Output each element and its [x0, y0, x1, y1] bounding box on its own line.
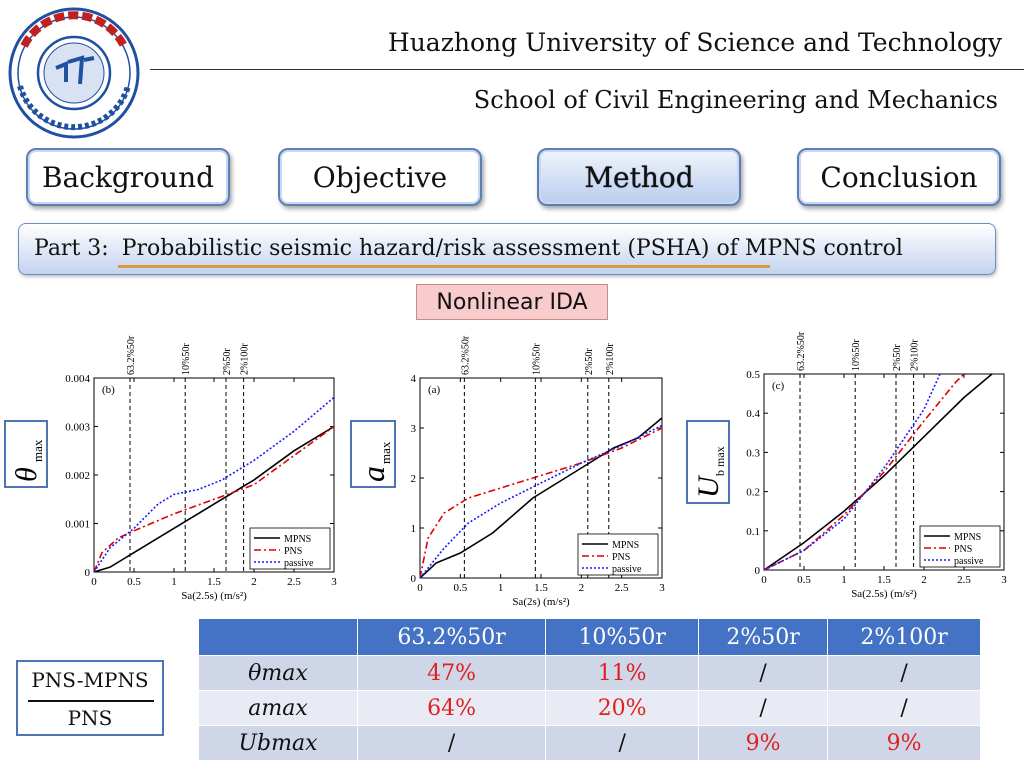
- y-tick-label: 0.004: [65, 373, 90, 385]
- hazard-level-label: 63.2%50r: [126, 335, 137, 375]
- y-tick-label: 4: [410, 373, 416, 385]
- section-label: Nonlinear IDA: [416, 284, 608, 320]
- x-tick-label: 0.5: [453, 582, 468, 594]
- x-tick-label: 0: [417, 582, 423, 594]
- table-cell: 47%: [358, 656, 546, 691]
- tab-conclusion[interactable]: Conclusion: [797, 148, 1001, 206]
- x-tick-label: 3: [1001, 574, 1007, 586]
- hazard-level-label: 2%100r: [909, 339, 921, 371]
- hazard-level-label: 2%50r: [892, 344, 903, 371]
- table-header-blank: [199, 619, 358, 656]
- hazard-level-label: 2%100r: [604, 343, 616, 375]
- table-header: 10%50r: [546, 619, 699, 656]
- y-tick-label: 1: [410, 523, 416, 535]
- x-tick-label: 0.5: [797, 574, 811, 586]
- table-header: 2%100r: [828, 619, 981, 656]
- u-subscript: b max: [713, 446, 727, 476]
- y-tick-label: 0.3: [746, 447, 760, 460]
- x-tick-label: 1: [497, 582, 504, 594]
- table-cell: /: [546, 726, 699, 761]
- part-prefix: Part 3:: [34, 236, 109, 261]
- theta-subscript: max: [30, 439, 45, 462]
- table-cell: /: [699, 691, 828, 726]
- y-tick-label: 0: [84, 567, 90, 579]
- table-cell: /: [699, 656, 828, 691]
- fraction-bar: [28, 700, 154, 702]
- legend-label: passive: [284, 558, 314, 569]
- x-tick-label: 2: [251, 576, 257, 588]
- legend-label: passive: [612, 564, 642, 575]
- ub-max-label-box: [686, 420, 730, 504]
- hazard-level-label: 10%50r: [851, 339, 863, 371]
- legend-label: PNS: [954, 544, 973, 555]
- table-header: 2%50r: [699, 619, 828, 656]
- university-title: Huazhong University of Science and Technology: [387, 28, 1002, 57]
- table-cell: 20%: [546, 691, 699, 726]
- y-tick-label: 0.2: [746, 486, 760, 499]
- ida-chart-theta: [52, 326, 344, 616]
- tab-background[interactable]: Background: [26, 148, 230, 206]
- theta-max-label-box: [4, 420, 48, 488]
- part-highlight-underline: [118, 265, 770, 268]
- legend-label: MPNS: [284, 534, 312, 545]
- table-cell: 9%: [828, 726, 981, 761]
- hazard-level-label: 10%50r: [181, 343, 193, 375]
- reduction-ratio-formula: [16, 660, 164, 736]
- legend-label: MPNS: [612, 540, 640, 551]
- y-tick-label: 0: [754, 565, 760, 577]
- a-max-label-box: [350, 420, 396, 488]
- x-tick-label: 2: [921, 574, 927, 586]
- a-subscript: max: [378, 441, 393, 464]
- x-axis-label: Sa(2.5s) (m/s²): [181, 590, 247, 602]
- x-tick-label: 0.5: [127, 576, 141, 588]
- hazard-level-label: 63.2%50r: [460, 335, 472, 375]
- x-tick-label: 1: [171, 576, 177, 588]
- panel-label: (a): [428, 384, 441, 396]
- y-tick-label: 0.1: [746, 525, 760, 538]
- ratio-numerator: PNS-MPNS: [31, 668, 149, 692]
- y-tick-label: 0.002: [65, 470, 90, 482]
- y-tick-label: 0: [410, 573, 416, 585]
- x-axis-label: Sa(2s) (m/s²): [512, 596, 570, 608]
- tab-objective[interactable]: Objective: [278, 148, 482, 206]
- legend-label: PNS: [612, 552, 631, 563]
- y-tick-label: 2: [410, 473, 416, 485]
- table-cell: /: [358, 726, 546, 761]
- tab-method[interactable]: Method: [537, 148, 741, 206]
- hazard-level-label: 2%100r: [239, 343, 251, 375]
- legend-label: MPNS: [954, 532, 982, 543]
- x-tick-label: 1.5: [207, 576, 221, 588]
- ratio-denominator: PNS: [67, 706, 113, 730]
- hazard-level-label: 10%50r: [531, 343, 543, 375]
- row-label: amax: [199, 691, 358, 726]
- table-header: 63.2%50r: [358, 619, 546, 656]
- row-label: θmax: [199, 656, 358, 691]
- reduction-table: [198, 618, 981, 761]
- x-tick-label: 1.5: [877, 574, 891, 586]
- x-tick-label: 2.5: [957, 574, 971, 586]
- table-row: [199, 726, 981, 761]
- panel-label: (b): [102, 384, 115, 396]
- part-highlight: Probabilistic seismic hazard/risk assessment (PSHA): [121, 236, 710, 261]
- table-cell: 9%: [699, 726, 828, 761]
- legend-label: PNS: [284, 546, 303, 557]
- x-tick-label: 0: [761, 574, 767, 586]
- table-cell: 11%: [546, 656, 699, 691]
- table-cell: /: [828, 691, 981, 726]
- school-title: School of Civil Engineering and Mechanics: [473, 86, 998, 114]
- ida-chart-amax: [396, 326, 672, 616]
- y-tick-label: 0.001: [65, 518, 90, 531]
- hazard-level-label: 2%50r: [583, 348, 595, 375]
- table-row: [199, 691, 981, 726]
- part-suffix: of MPNS control: [716, 236, 903, 261]
- x-tick-label: 2: [578, 582, 585, 594]
- part-heading: [34, 236, 903, 261]
- ida-chart-ubmax: [730, 312, 1014, 606]
- table-cell: 64%: [358, 691, 546, 726]
- header-divider: [150, 69, 1024, 70]
- legend-label: passive: [954, 556, 984, 567]
- x-axis-label: Sa(2.5s) (m/s²): [851, 588, 917, 600]
- x-tick-label: 2.5: [287, 576, 301, 588]
- u-symbol: U: [692, 476, 725, 498]
- x-tick-label: 3: [659, 582, 665, 594]
- y-tick-label: 0.5: [746, 369, 760, 381]
- x-tick-label: 2.5: [614, 582, 629, 594]
- hazard-level-label: 2%50r: [222, 348, 233, 375]
- x-tick-label: 0: [91, 576, 97, 588]
- y-tick-label: 0.003: [65, 421, 90, 434]
- row-label: Ubmax: [199, 726, 358, 761]
- a-symbol: a: [355, 466, 391, 482]
- university-seal-icon: [4, 6, 144, 140]
- table-cell: /: [828, 656, 981, 691]
- panel-label: (c): [772, 380, 785, 392]
- theta-symbol: θ: [10, 467, 43, 482]
- x-tick-label: 1: [841, 574, 847, 586]
- y-tick-label: 0.4: [746, 408, 760, 421]
- table-row: [199, 656, 981, 691]
- hazard-level-label: 63.2%50r: [796, 331, 807, 371]
- x-tick-label: 3: [331, 576, 337, 588]
- x-tick-label: 1.5: [534, 582, 548, 594]
- y-tick-label: 3: [410, 423, 416, 435]
